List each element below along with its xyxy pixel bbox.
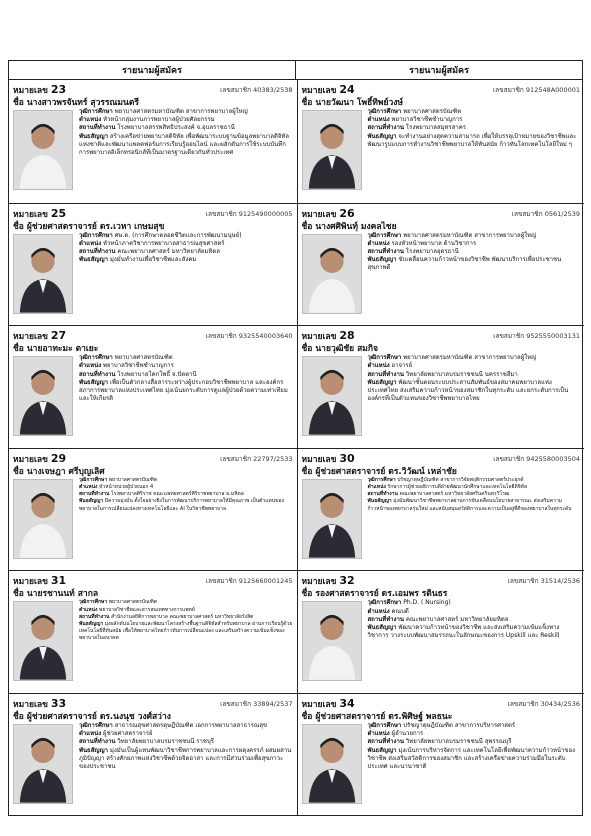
education-value: สาธารณสุขศาสตรดุษฎีบัณฑิต เอกการพยาบาลสาธารณสุข bbox=[114, 722, 268, 729]
portrait-figure bbox=[303, 111, 361, 189]
candidate-details bbox=[79, 354, 293, 446]
commitment-value: พัฒนาชั้นตอนระบบประสานสัมพันธ์ของสมาคมพยาบาลแห่งประเทศไทย ส่งเสริมความก้าวหน้าของสมาชิกในทุกระดับ และยกระดับการเป็นองค์กรที่เป็นตัวแทนของวิชาชีพพยาบาลไทย bbox=[367, 378, 569, 403]
commitment-label: พันธสัญญา bbox=[79, 378, 108, 386]
commitment-row bbox=[368, 498, 581, 512]
commitment-row bbox=[79, 256, 293, 264]
candidate-details bbox=[368, 599, 581, 691]
candidate-name-line bbox=[302, 95, 581, 107]
workplace-value: คณะพยาบาลศาสตร์ มหาวิทยาลัยมหิดล bbox=[117, 248, 220, 255]
education-value: พยาบาลศาสตรบัณฑิต bbox=[114, 354, 173, 362]
education-value: พยาบาลศาสตรมหาบัณฑิต สาขาการพยาบาลผู้ใหญ่ bbox=[403, 354, 537, 362]
workplace-value: โรงพยาบาลศิริราช คณะแพทยศาสตร์ศิริราชพยาบาล ม.มหิดล bbox=[110, 491, 244, 498]
workplace-row bbox=[79, 614, 293, 621]
candidate-details bbox=[79, 722, 293, 814]
education-label: วุฒิการศึกษา bbox=[79, 599, 108, 606]
position-value: ผู้อำนวยการ bbox=[391, 730, 424, 738]
workplace-value: คณะพยาบาลศาสตร์ มหาวิทยาลัยมหิดล bbox=[405, 615, 509, 623]
candidate-number-line bbox=[302, 452, 581, 464]
candidate-number: 31 bbox=[50, 574, 67, 588]
position-value: ผู้ช่วยศาสตราจารย์ bbox=[103, 730, 153, 738]
workplace-row bbox=[79, 248, 293, 256]
number-label: หมายเลข 30 bbox=[301, 451, 355, 465]
position-label: ตำแหน่ง bbox=[79, 362, 102, 370]
education-row bbox=[79, 108, 293, 116]
position-label: ตำแหน่ง bbox=[367, 116, 390, 124]
education-value: พยาบาลศาสตรบัณฑิต bbox=[108, 599, 158, 606]
candidate-name-line bbox=[13, 219, 293, 231]
candidate-photo bbox=[302, 356, 362, 436]
candidate-card bbox=[297, 80, 585, 203]
commitment-value: มุ่งมั่นทำงานเพื่อวิชาชีพและสังคม bbox=[109, 256, 197, 264]
candidate-name: นายวัฒนา โพธิ์ทิพย์วงษ์ bbox=[315, 98, 404, 108]
education-value: ปรัชญาดุษฎีบัณฑิต สาขาการวิจัยพฤติกรรมศาสตร์ประยุกต์ bbox=[397, 476, 524, 483]
candidate-number-line bbox=[302, 329, 581, 341]
education-value: พยาบาลศาสตรมหาบัณฑิต สาขาการพยาบาลผู้ใหญ่ bbox=[403, 231, 537, 239]
education-label: วุฒิการศึกษา bbox=[367, 108, 402, 115]
commitment-label: พันธสัญญา bbox=[79, 256, 108, 264]
candidate-name-line bbox=[302, 464, 581, 476]
name-label: ชื่อ bbox=[301, 344, 313, 355]
candidate-name: นางสาวพรจันทร์ สุวรรณมนตรี bbox=[26, 98, 139, 108]
candidate-number: 28 bbox=[339, 329, 355, 343]
member-id: เลขสมาชิก 0561/2539 bbox=[511, 209, 580, 218]
position-row bbox=[79, 607, 293, 614]
candidate-photo bbox=[13, 234, 73, 314]
candidate-card bbox=[9, 80, 297, 203]
education-row bbox=[79, 232, 293, 240]
candidate-card bbox=[9, 325, 297, 448]
number-label: หมายเลข 31 bbox=[13, 574, 67, 588]
member-id: เลขสมาชิก 9125490000005 bbox=[205, 209, 293, 218]
commitment-value: จะทำงานอย่างสุดความสามารถ เพื่อให้บรรลุเป้าหมายของวิชาชีพและพัฒนารูปแบบการทำงานวิชาชีพพยาบาลให้ทันสมัย ก้าวทันโลกเทคโนโลยีใหม่ ๆ bbox=[367, 132, 577, 148]
position-label: ตำแหน่ง bbox=[79, 116, 102, 124]
candidate-number: 30 bbox=[339, 451, 355, 465]
workplace-label: สถานที่ทำงาน bbox=[79, 370, 116, 378]
number-label: หมายเลข 32 bbox=[301, 574, 355, 588]
candidate-name: นางศศิพินทุ์ มงคลไชย bbox=[315, 221, 397, 232]
workplace-row bbox=[368, 371, 581, 379]
workplace-value: โรงพยาบาลสรรพสิทธิประสงค์ จ.อุบลราชธานี bbox=[117, 124, 235, 132]
workplace-value: สำนักงานสถิติการพยาบาล คณะพยาบาลศาสตร์ มหาวิทยาลัยรังสิต bbox=[110, 613, 254, 620]
portrait-figure bbox=[303, 235, 361, 313]
portrait-figure bbox=[303, 725, 361, 803]
candidate-details bbox=[368, 722, 581, 814]
education-label: วุฒิการศึกษา bbox=[79, 231, 113, 239]
education-value: พยาบาลศาสตรบัณฑิต bbox=[108, 476, 158, 483]
workplace-value: โรงพยาบาลโคกโพธิ์ จ.ปัตตานี bbox=[117, 370, 197, 378]
commitment-label: พันธสัญญา bbox=[367, 624, 397, 631]
member-id: เลขสมาชิก 31514/2536 bbox=[507, 577, 580, 586]
number-label: หมายเลข 28 bbox=[301, 329, 355, 343]
position-row bbox=[79, 240, 293, 248]
candidate-number-line bbox=[13, 83, 293, 95]
education-row bbox=[79, 722, 293, 730]
workplace-value: วิทยาลัยพยาบาลบรมราชชนนี สุพรรณบุรี bbox=[405, 738, 512, 746]
candidate-number: 27 bbox=[50, 329, 67, 343]
commitment-row bbox=[79, 621, 293, 643]
candidate-name-line bbox=[302, 709, 581, 721]
candidate-photo bbox=[302, 479, 362, 559]
workplace-label: สถานที่ทำงาน bbox=[367, 370, 404, 378]
position-label: ตำแหน่ง bbox=[367, 484, 386, 490]
number-label: หมายเลข 34 bbox=[301, 697, 355, 710]
position-row bbox=[368, 362, 581, 370]
candidate-number: 26 bbox=[339, 206, 355, 220]
candidate-number-line bbox=[13, 329, 293, 341]
header-left: รายนามผู้สมัคร bbox=[9, 61, 296, 79]
education-value: ปรัชญาดุษฎีบัณฑิต สาขาการบริหารศาสตร์ bbox=[403, 722, 516, 729]
education-label: วุฒิการศึกษา bbox=[367, 476, 396, 483]
member-id: เลขสมาชิก 9425580003504 bbox=[493, 454, 580, 463]
name-label: ชื่อ bbox=[13, 466, 24, 477]
candidate-photo bbox=[302, 234, 362, 314]
position-label: ตำแหน่ง bbox=[79, 730, 102, 738]
education-row bbox=[368, 722, 581, 730]
candidate-number-line bbox=[13, 697, 293, 709]
portrait-figure bbox=[14, 111, 72, 189]
commitment-value: มีความมุ่งมั่น ตั้งใจอย่างยิ่งในการพัฒนาบริการพยาบาลให้มีคุณภาพ เป็นตัวแทนของพยาบาลในการเปลี่ยนแปลงทางเทคโนโลยีและ AI ในวิชาชีพพยาบาล bbox=[79, 498, 284, 512]
candidate-number: 23 bbox=[50, 83, 67, 96]
workplace-label: สถานที่ทำงาน bbox=[79, 738, 116, 746]
candidate-photo bbox=[302, 110, 362, 190]
commitment-label: พันธสัญญา bbox=[79, 498, 104, 505]
candidate-name-line bbox=[13, 464, 293, 476]
name-label: ชื่อ bbox=[13, 344, 24, 355]
commitment-label: พันธสัญญา bbox=[79, 746, 108, 754]
education-label: วุฒิการศึกษา bbox=[367, 354, 402, 362]
candidate-number-line bbox=[302, 574, 581, 586]
candidate-number-line bbox=[302, 207, 581, 219]
candidate-name: ผู้ช่วยศาสตราจารย์ ดร.วิวัฒน์ เหล่าชัย bbox=[315, 466, 457, 477]
commitment-value: มุ่งมั่นพัฒนาวิชาชีพพยาบาลผ่านการขับเคลื่อนนโยบายสาธารณะ ส่งเสริมความก้าวหน้าของพยาบาลรุ่นใหม่ และสนับสนุนสวัสดิการและความเป็นอยู่ที่ดีของพยาบาลในทุกระดับ bbox=[367, 498, 572, 512]
candidate-number-line bbox=[13, 452, 293, 464]
commitment-row bbox=[79, 133, 293, 158]
position-value: คณบดี bbox=[391, 607, 409, 615]
candidate-name-line bbox=[302, 341, 581, 353]
member-id: เลขสมาชิก 912548A000001 bbox=[492, 86, 580, 94]
candidate-name: นางเจษฎา ศรีบุญเลิศ bbox=[26, 466, 105, 477]
commitment-row bbox=[368, 256, 581, 272]
position-value: รองหัวหน้าพยาบาล ด้านวิชาการ bbox=[391, 239, 477, 247]
name-label: ชื่อ bbox=[301, 712, 313, 722]
commitment-row bbox=[79, 747, 293, 772]
position-row bbox=[79, 362, 293, 370]
candidate-card bbox=[297, 325, 585, 448]
header-right: รายนามผู้สมัคร bbox=[409, 66, 469, 76]
name-label: ชื่อ bbox=[301, 589, 313, 600]
commitment-value: มุ่งผลักดันนโยบายและพัฒนาโครงสร้างพื้นฐานดิจิทัลสำหรับพยาบาล ผ่านการเรียนรู้ด้วยเทคโนโลยีที่ทันสมัย เพื่อให้พยาบาลไทยก้าวทันการเปลี่ยนแปลง และเสริมสร้างความเข้มแข็งของพยาบาลในอนาคต bbox=[79, 621, 293, 642]
commitment-label: พันธสัญญา bbox=[367, 256, 397, 264]
position-value: หัวหน้ากลุ่มงานการพยาบาลผู้ป่วยศัลยกรรม bbox=[103, 116, 215, 124]
education-row bbox=[368, 232, 581, 240]
portrait-figure bbox=[14, 602, 72, 680]
workplace-value: โรงพยาบาลอุดรธานี bbox=[405, 248, 459, 255]
candidate-details bbox=[368, 108, 581, 201]
candidate-number-line bbox=[302, 83, 581, 95]
workplace-row bbox=[368, 616, 581, 624]
workplace-label: สถานที่ทำงาน bbox=[367, 248, 404, 255]
commitment-row bbox=[368, 133, 581, 149]
commitment-row bbox=[368, 624, 581, 640]
candidate-details bbox=[368, 354, 581, 446]
number-label: หมายเลข 29 bbox=[13, 451, 67, 465]
candidate-name: ผู้ช่วยศาสตราจารย์ ดร.เวหา เกษมสุข bbox=[26, 221, 165, 232]
candidate-card bbox=[9, 693, 297, 816]
workplace-label: สถานที่ทำงาน bbox=[367, 615, 404, 623]
candidate-card bbox=[297, 693, 585, 816]
name-label: ชื่อ bbox=[13, 589, 24, 600]
candidate-name: นายอาทะมะ ตาเยะ bbox=[26, 344, 99, 355]
member-id: เลขสมาชิก 9525550003131 bbox=[493, 332, 580, 341]
education-label: วุฒิการศึกษา bbox=[79, 108, 113, 115]
workplace-label: สถานที่ทำงาน bbox=[79, 491, 110, 498]
candidate-name: ผู้ช่วยศาสตราจารย์ ดร.นงนุช วงศ์สว่าง bbox=[26, 712, 171, 722]
number-label: หมายเลข 23 bbox=[13, 83, 67, 96]
commitment-value: เพื่อเป็นตัวกลางสื่อสารระหว่างผู้ประกอบวิชาชีพพยาบาล และองค์กรสภาการพยาบาลแห่งประเทศไทย มุ่งเน้นยกระดับการดูแลผู้ป่วยด้วยความเท่าเทียมและให้เกียรติ bbox=[79, 378, 288, 403]
position-value: พยาบาลวิชาชีพและสารสนเทศทางการแพทย์ bbox=[99, 606, 195, 613]
candidate-number: 32 bbox=[339, 574, 355, 588]
position-label: ตำแหน่ง bbox=[367, 607, 390, 615]
name-label: ชื่อ bbox=[301, 98, 313, 108]
candidate-card bbox=[297, 448, 585, 571]
workplace-label: สถานที่ทำงาน bbox=[79, 248, 116, 255]
table-header bbox=[8, 60, 583, 80]
position-label: ตำแหน่ง bbox=[367, 362, 390, 370]
candidate-photo bbox=[13, 479, 73, 559]
candidate-name-line bbox=[13, 341, 293, 353]
portrait-figure bbox=[303, 602, 361, 680]
candidate-name: นายวุฒิชัย สมกิจ bbox=[315, 344, 379, 355]
position-value: อาจารย์ bbox=[391, 362, 413, 370]
portrait-figure bbox=[303, 357, 361, 435]
candidate-card bbox=[297, 570, 585, 693]
candidate-photo bbox=[13, 601, 73, 681]
name-label: ชื่อ bbox=[13, 98, 24, 108]
portrait-figure bbox=[14, 357, 72, 435]
member-id: เลขสมาชิก 9325540003640 bbox=[205, 332, 293, 341]
member-id: เลขสมาชิก 30434/2536 bbox=[507, 700, 580, 708]
position-label: ตำแหน่ง bbox=[79, 606, 98, 613]
position-value: หัวหน้าภาควิชาการพยาบาลสาธารณสุขศาสตร์ bbox=[103, 239, 225, 247]
commitment-label: พันธสัญญา bbox=[79, 132, 108, 140]
workplace-row bbox=[79, 738, 293, 746]
name-label: ชื่อ bbox=[13, 712, 24, 722]
commitment-label: พันธสัญญา bbox=[367, 378, 397, 386]
number-label: หมายเลข 25 bbox=[13, 206, 67, 220]
candidate-number-line bbox=[13, 207, 293, 219]
candidate-name: ผู้ช่วยศาสตราจารย์ ดร.พิศิษฐ์ พลธนะ bbox=[315, 712, 453, 722]
candidate-details bbox=[368, 232, 581, 324]
member-id: เลขสมาชิก 9125660001245 bbox=[205, 577, 293, 586]
candidate-number: 25 bbox=[50, 206, 67, 220]
education-label: วุฒิการศึกษา bbox=[79, 354, 113, 362]
commitment-value: มุ่งเน้นการบริหารจัดการ และเทคโนโลยีเพื่อพัฒนาความก้าวหน้าของวิชาชีพ ส่งเสริมสวัสดิการของสมาชิก และสร้างเครือข่ายความร่วมมือในระดับประเทศ และนานาชาติ bbox=[367, 746, 576, 771]
candidate-name-line bbox=[302, 219, 581, 231]
candidate-photo bbox=[302, 601, 362, 681]
name-label: ชื่อ bbox=[13, 221, 24, 232]
workplace-value: วิทยาลัยพยาบาลบรมราชชนนี ราชบุรี bbox=[117, 738, 214, 746]
candidate-photo bbox=[13, 724, 73, 804]
candidate-details bbox=[79, 232, 293, 324]
candidate-photo bbox=[302, 724, 362, 804]
education-label: วุฒิการศึกษา bbox=[367, 599, 402, 607]
number-label: หมายเลข 24 bbox=[301, 83, 355, 96]
workplace-row bbox=[368, 124, 581, 132]
position-value: พยาบาลวิชาชีพชำนาญการ bbox=[103, 362, 174, 370]
workplace-label: สถานที่ทำงาน bbox=[79, 613, 110, 620]
education-value: ศษ.ด. (การศึกษาตลอดชีวิตและการพัฒนามนุษย์) bbox=[114, 231, 242, 239]
member-id: เลขสมาชิก 22797/2533 bbox=[220, 454, 293, 463]
member-id: เลขสมาชิก 33894/2537 bbox=[220, 700, 293, 708]
candidate-number-line bbox=[13, 574, 293, 586]
workplace-row bbox=[368, 248, 581, 256]
education-label: วุฒิการศึกษา bbox=[79, 476, 108, 483]
portrait-figure bbox=[14, 480, 72, 558]
commitment-label: พันธสัญญา bbox=[367, 746, 397, 754]
commitment-label: พันธสัญญา bbox=[367, 498, 392, 505]
education-value: พยาบาลศาสตรมหาบัณฑิต สาขาการพยาบาลผู้ใหญ่ bbox=[114, 108, 248, 115]
workplace-value: คณะพยาบาลศาสตร์ มหาวิทยาลัยศรีนครินทรวิโรฒ bbox=[399, 491, 510, 498]
name-label: ชื่อ bbox=[301, 221, 313, 232]
commitment-value: พัฒนาความก้าวหน้าของวิชาชีพ และส่งเสริมความเข้มแข็งทางวิชาการ วางระบบพัฒนาสมรรถนะในลักษณะของการ Upskill และ Reskill bbox=[367, 624, 560, 640]
workplace-label: สถานที่ทำงาน bbox=[367, 124, 404, 132]
workplace-row bbox=[79, 371, 293, 379]
candidate-details bbox=[368, 477, 581, 569]
position-label: ตำแหน่ง bbox=[79, 484, 98, 490]
portrait-figure bbox=[14, 725, 72, 803]
commitment-value: มุ่งมั่นเป็นผู้แทนพัฒนาวิชาชีพการพยาบาลและการผดุงครรภ์ ผสมผสานภูมิปัญญา สร้างศักยภาพแห่งวิชาชีพด้วยจิตอาสา และการมีส่วนร่วมเพื่อสุขภาวะของประชาชน bbox=[79, 746, 292, 771]
position-value: รักษาการผู้ช่วยอธิการบดีฝ่ายพัฒนานักศึกษาและเทคโนโลยีดิจิทัล bbox=[387, 484, 528, 490]
education-row bbox=[79, 477, 293, 484]
education-label: วุฒิการศึกษา bbox=[367, 722, 402, 729]
candidate-card bbox=[9, 570, 297, 693]
candidate-photo bbox=[13, 110, 73, 190]
education-row bbox=[368, 599, 581, 607]
education-row bbox=[79, 599, 293, 606]
candidate-name-line bbox=[13, 709, 293, 721]
workplace-label: สถานที่ทำงาน bbox=[79, 124, 116, 132]
commitment-value: ขับเคลื่อนความก้าวหน้าของวิชาชีพ พัฒนาบริการเพื่อประชาชนสุขภาพดี bbox=[367, 256, 562, 272]
candidate-details bbox=[79, 599, 293, 691]
candidate-card bbox=[297, 203, 585, 326]
candidate-name: นายรชานนท์ สากล bbox=[26, 589, 99, 600]
name-label: ชื่อ bbox=[301, 466, 313, 477]
candidate-name: รองศาสตราจารย์ ดร.เอมพร รตินธร bbox=[315, 589, 448, 600]
workplace-value: วิทยาลัยพยาบาลบรมราชชนนี นครราชสีมา bbox=[405, 370, 518, 378]
portrait-figure bbox=[303, 480, 361, 558]
candidate-list-page bbox=[8, 60, 583, 816]
workplace-row bbox=[79, 124, 293, 132]
commitment-value: สร้างเครือข่ายพยาบาลดิจิทัล เพื่อพัฒนาระบบฐานข้อมูลพยาบาลดิจิทัลแห่งชาติและพัฒนาแพลตฟอร์มการเรียนรู้ออนไลน์ และผลักดันการใช้ระบบบันทึกการพยาบาลอิเล็กทรอนิกส์ที่เป็นมาตรฐานเดียวกันทั่วประเทศ bbox=[79, 132, 289, 157]
candidate-card bbox=[9, 203, 297, 326]
workplace-value: โรงพยาบาลสมุทรสาคร bbox=[405, 124, 467, 132]
position-row bbox=[368, 608, 581, 616]
candidate-photo bbox=[13, 356, 73, 436]
number-label: หมายเลข 26 bbox=[301, 206, 355, 220]
candidate-name-line bbox=[13, 95, 293, 107]
candidate-number: 33 bbox=[50, 697, 67, 710]
position-value: หัวหน้าหน่วยผู้ป่วยนอก 4 bbox=[99, 484, 154, 490]
member-id: เลขสมาชิก 40383/2538 bbox=[220, 86, 293, 94]
portrait-figure bbox=[14, 235, 72, 313]
position-label: ตำแหน่ง bbox=[79, 239, 102, 247]
candidate-name-line bbox=[13, 586, 293, 598]
candidate-card bbox=[9, 448, 297, 571]
commitment-label: พันธสัญญา bbox=[79, 621, 104, 627]
candidate-number-line bbox=[302, 697, 581, 709]
commitment-row bbox=[368, 747, 581, 772]
education-row bbox=[368, 477, 581, 484]
education-value: พยาบาลศาสตรบัณฑิต bbox=[403, 108, 462, 115]
commitment-row bbox=[368, 379, 581, 404]
candidate-details bbox=[79, 477, 293, 569]
candidate-number: 29 bbox=[50, 451, 67, 465]
position-row bbox=[368, 240, 581, 248]
candidate-grid bbox=[8, 80, 583, 816]
commitment-row bbox=[79, 379, 293, 404]
candidate-details bbox=[79, 108, 293, 201]
commitment-row bbox=[79, 498, 293, 512]
workplace-row bbox=[368, 738, 581, 746]
number-label: หมายเลข 27 bbox=[13, 329, 67, 343]
candidate-name-line bbox=[302, 586, 581, 598]
education-value: Ph.D. ( Nursing) bbox=[403, 599, 451, 607]
workplace-label: สถานที่ทำงาน bbox=[367, 738, 404, 746]
number-label: หมายเลข 33 bbox=[13, 697, 67, 710]
position-label: ตำแหน่ง bbox=[367, 730, 390, 738]
candidate-number: 24 bbox=[339, 83, 355, 96]
workplace-label: สถานที่ทำงาน bbox=[367, 491, 398, 498]
education-row bbox=[368, 108, 581, 116]
candidate-number: 34 bbox=[339, 697, 355, 710]
position-value: พยาบาลวิชาชีพชำนาญการ bbox=[391, 116, 463, 124]
position-label: ตำแหน่ง bbox=[367, 239, 390, 247]
education-label: วุฒิการศึกษา bbox=[79, 722, 113, 729]
commitment-label: พันธสัญญา bbox=[367, 132, 397, 140]
education-label: วุฒิการศึกษา bbox=[367, 231, 402, 239]
